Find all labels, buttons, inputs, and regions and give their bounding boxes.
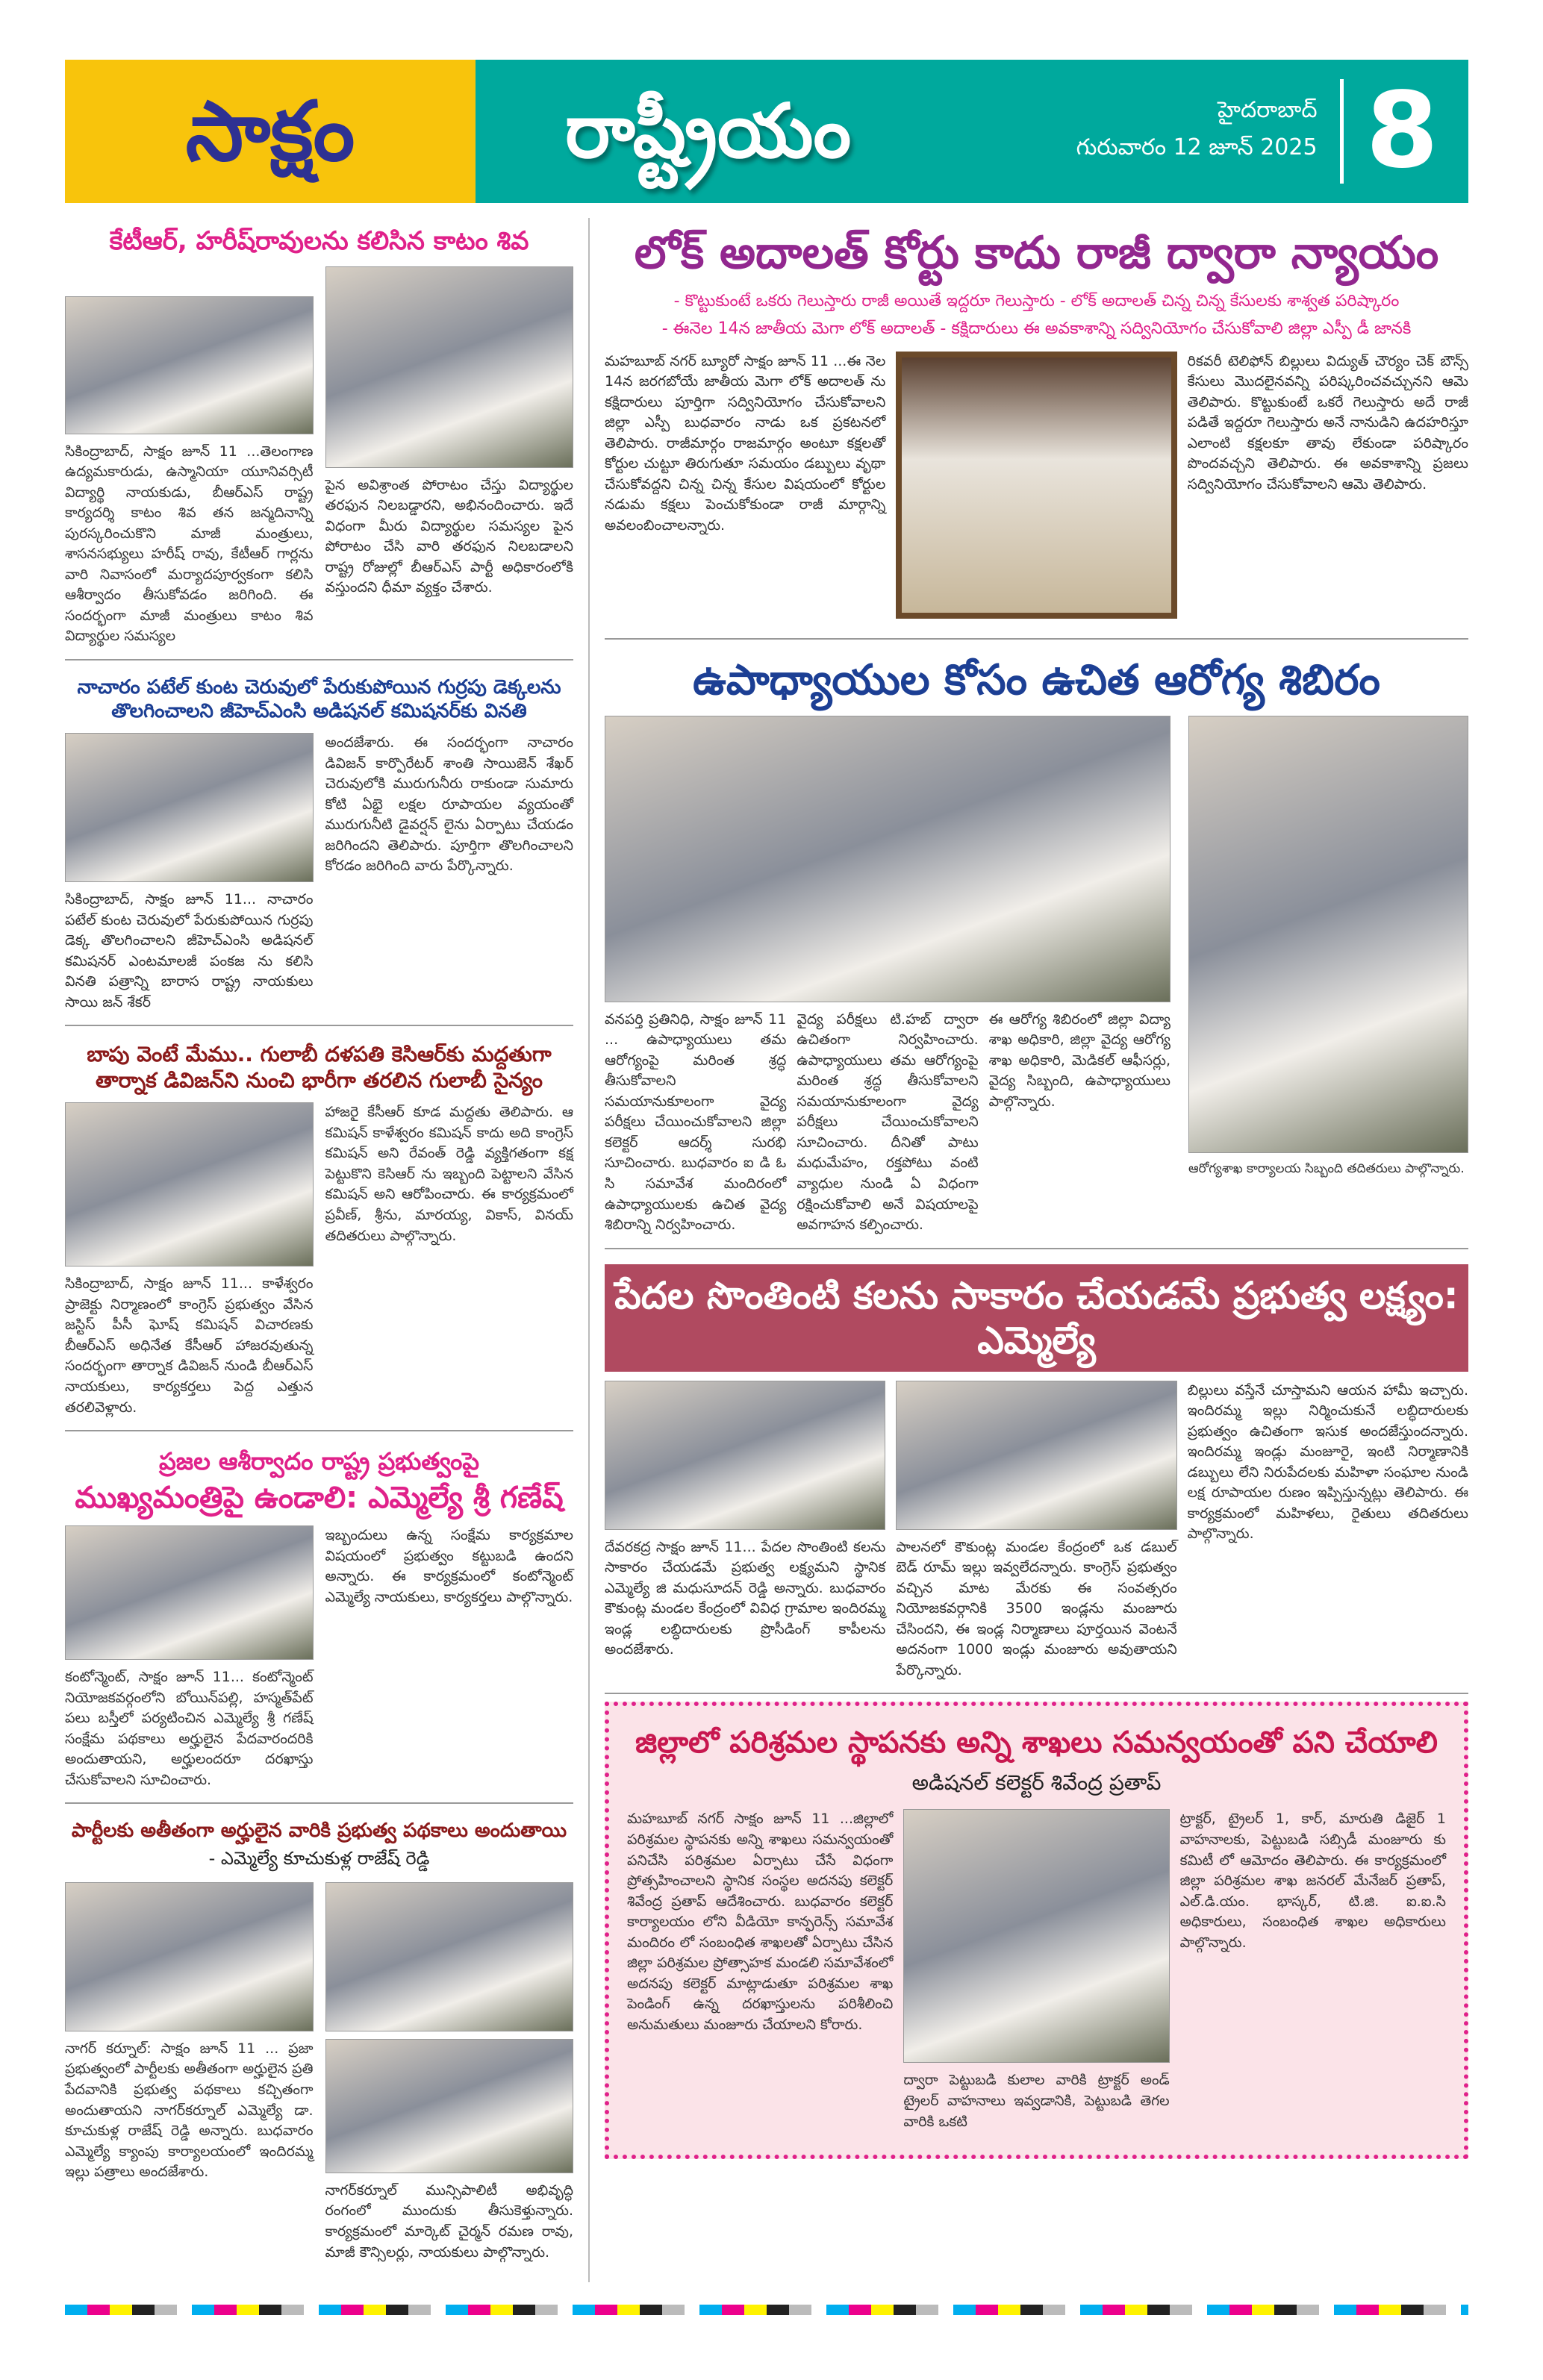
left-column [65, 218, 588, 2282]
news-photo [896, 1381, 1176, 1530]
sp-portrait-photo [896, 352, 1176, 619]
news-photo [903, 1809, 1169, 2063]
news-photo [65, 296, 314, 434]
masthead-banner [476, 60, 1468, 203]
section-title: రాష్ట్రీయం [565, 87, 852, 175]
story-body: మహబూబ్ నగర్ బ్యూరో సాక్షం జూన్ 11 ...ఈ నెల 14న జరగబోయే జాతీయ మెగా లోక్ అదాలత్ ను కక్షిదారులు పూర్తిగా సద్వినియోగం చేసుకోవాలని జిల్లా ఎస్పీ బుధవారం నాడు ఒక ప్రకటనలో తెలిపారు. రాజీమార్గం రాజమార్గం అంటూ కక్షలతో కోర్టుల చుట్టూ తిరుగుతూ సమయం డబ్బులు వృథా చేసుకోవద్దని చిన్న చిన్న కేసుల విషయంలో కోర్టుల నడుమ కక్షలు పెంచుకోకుండా రాజీ మార్గాన్ని అవలంబించాలన్నారు. [605, 352, 886, 534]
photo-caption: ఆరోగ్యశాఖ కార్యాలయ సిబ్బంది తదితరులు పాల్గొన్నారు. [1188, 1161, 1465, 1176]
logo-text: సాక్షం [185, 84, 355, 179]
story [65, 1811, 573, 2275]
story-body: కంటోన్మెంట్, సాక్షం జూన్ 11... కంటోన్మెంట్ నియోజకవర్గంలోని బోయిన్‌పల్లి, హస్మత్‌పేట్ పలు బస్తీలో పర్యటించిన ఎమ్మెల్యే శ్రీ గణేష్ సంక్షేమ పథకాలు అర్హులైన పేదవారందరికి అందుతాయని, అర్హులందరూ దరఖాస్తు చేసుకోవాలని సూచించారు. [65, 1669, 314, 1788]
page-number: 8 [1365, 70, 1438, 192]
story-body: రికవరీ టెలిఫోన్ బిల్లులు విద్యుత్ చౌర్యం చెక్ బౌన్స్ కేసులు మొదలైనవన్ని పరిష్కరించవచ్చునని ఆమె తెలిపారు. కొట్టుకుంటే ఒకరే గెలుస్తారు అదే రాజీ పడితే ఇద్దరూ గెలుస్తారు అనే నానుడిని ఉదహరిస్తూ ఎలాంటి కక్షలకూ తావు లేకుండా పరిష్కారం పొందవచ్చని తెలిపారు. ఈ అవకాశాన్ని ప్రజలు సద్వినియోగం చేసుకోవాలని ఆమె తెలిపారు. [1187, 352, 1468, 493]
boxed-story [605, 1702, 1468, 2159]
story-headline: పార్టీలకు అతీతంగా అర్హులైన వారికి ప్రభుత్వ పథకాలు అందుతాయి [71, 1820, 567, 1843]
story [605, 1257, 1468, 1695]
story [65, 1034, 573, 1431]
photo-caption: ద్వారా పెట్టుబడి కులాల వారికి ట్రాక్టర్ అండ్ ట్రైలర్ వాహనాలు ఇవ్వడానికి, పెట్టుబడి తెగల వారికి ఒకటి [903, 2072, 1170, 2130]
news-photo [605, 716, 1171, 1002]
story-body: ట్రాక్టర్, ట్రైలర్ 1, కార్, మారుతి డిజైర్ 1 వాహనాలకు, పెట్టుబడి సబ్సిడీ మంజూరు కు కమిటీ లో ఆమోదం తెలిపారు. ఈ కార్యక్రమంలో జిల్లా పరిశ్రమల శాఖ జనరల్ మేనేజర్ ప్రతాప్, ఎల్.డి.యం. భాస్కర్, టి.జి. ఐ.ఐ.సి అధికారులు, సంబంధిత శాఖల అధికారులు పాల్గొన్నారు. [1179, 1811, 1446, 1951]
story-body: నాగర్ కర్నూల్: సాక్షం జూన్ 11 ... ప్రజా ప్రభుత్వంలో పార్టీలకు అతీతంగా అర్హులైన ప్రతి పేదవానికి ప్రభుత్వ పథకాలు కచ్చితంగా అందుతాయని నాగర్‌కర్నూల్ ఎమ్మెల్యే డా. కూచుకుళ్ల రాజేష్ రెడ్డి అన్నారు. బుధవారం ఎమ్మెల్యే క్యాంపు కార్యాలయంలో ఇందిరమ్మ ఇల్లు పత్రాలు అందజేశారు. [65, 2040, 314, 2181]
news-photo [1188, 716, 1468, 1153]
story-body: సికింద్రాబాద్, సాక్షం జూన్ 11 ...తెలంగాణ ఉద్యమకారుడు, ఉస్మానియా యూనివర్సిటీ విద్యార్థి నాయకుడు, బీఆర్ఎస్ రాష్ట్ర కార్యదర్శి కాటం శివ తన జన్మదినాన్ని పురస్కరించుకొని మాజీ మంత్రులు, శాసనసభ్యులు హరీష్ రావు, కేటీఆర్ గార్లను వారి నివాసంలో మర్యాదపూర్వకంగా కలిసి ఆశీర్వాదం తీసుకోవడం జరిగింది. ఈ సందర్భంగా మాజీ మంత్రులు కాటం శివ విద్యార్థుల సమస్యల [65, 443, 314, 645]
lead-headline: లోక్ అదాలత్ కోర్టు కాదు రాజీ ద్వారా న్యాయం [634, 227, 1439, 279]
story-body: సికింద్రాబాద్, సాక్షం జూన్ 11... కాళేశ్వరం ప్రాజెక్టు నిర్మాణంలో కాంగ్రెస్ ప్రభుత్వం వేసిన జస్టిస్ పీసీ ఘోష్ కమిషన్ విచారణకు బీఆర్ఎస్ అధినేత కేసీఆర్ హాజరవుతున్న సందర్భంగా తార్నాక డివిజన్ నుండి బీఆర్ఎస్ నాయకులు, కార్యకర్తలు పెద్ద ఎత్తున తరలివెళ్లారు. [65, 1275, 314, 1416]
story-headline: జిల్లాలో పరిశ్రమల స్థాపనకు అన్ని శాఖలు సమన్వయంతో పని చేయాలి [635, 1725, 1438, 1761]
news-photo [65, 1882, 314, 2031]
story-headline: ఉపాధ్యాయుల కోసం ఉచిత ఆరోగ్య శిబిరం [693, 655, 1380, 705]
story-headline-banner: పేదల సొంతింటి కలను సాకారం చేయడమే ప్రభుత్వ లక్ష్యం: ఎమ్మెల్యే [605, 1264, 1468, 1372]
story [65, 1439, 573, 1804]
story-body: మహబూబ్ నగర్ సాక్షం జూన్ 11 ...జిల్లాలో పరిశ్రమల స్థాపనకు అన్ని శాఖలు సమన్వయంతో పనిచేసి పరిశ్రమల ఏర్పాటు చేసే విధంగా ప్రోత్సహించాలని స్థానిక సంస్థల అదనపు కలెక్టర్ శివేంద్ర ప్రతాప్ ఆదేశించారు. బుధవారం కలెక్టర్ కార్యాలయం లోని వీడియో కాన్ఫరెన్స్ సమావేశ మందిరం లో సంబంధిత శాఖలతో ఏర్పాటు చేసిన జిల్లా పరిశ్రమల ప్రోత్సాహక మండలి సమావేశంలో అదనపు కలెక్టర్ మాట్లాడుతూ పరిశ్రమల శాఖ పెండింగ్ ఉన్న దరఖాస్తులను పరిశీలించి అనుమతులు మంజూరు చేయాలని కోరారు. [627, 1811, 894, 2033]
story-body: దేవరకద్ర సాక్షం జూన్ 11... పేదల సొంతింటి కలను సాకారం చేయడమే ప్రభుత్వ లక్ష్యమని స్థానిక ఎమ్మెల్యే జి మధుసూదన్ రెడ్డి అన్నారు. బుధవారం కౌకుంట్ల మండల కేంద్రంలో వివిధ గ్రామాల ఇందిరమ్మ ఇండ్ల లబ్ధిదారులకు ప్రొసీడింగ్ కాపీలను అందజేశారు. [605, 1538, 886, 1658]
story-body: పాలనలో కౌకుంట్ల మండల కేంద్రంలో ఒక డబుల్ బెడ్ రూమ్ ఇల్లు ఇవ్వలేదన్నారు. కాంగ్రెస్ ప్రభుత్వం వచ్చిన మాట మేరకు ఈ సంవత్సరం నియోజకవర్గానికి 3500 ఇండ్లను మంజూరు చేసిందని, ఈ ఇండ్ల నిర్మాణాలు పూర్తయిన వెంటనే అదనంగా 1000 ఇండ్లు మంజూరు అవుతాయని పేర్కొన్నారు. [896, 1538, 1177, 1678]
story-body: పైన అవిశ్రాంత పోరాటం చేస్తు విద్యార్థుల తరఫున నిలబడ్డారని, అభినందించారు. ఇదే విధంగా మీరు విద్యార్థుల సమస్యల పైన పోరాటం చేసి వారి తరఫున నిలబడాలని రాష్ట్ర రోజుల్లో బీఆర్ఎస్ పార్టీ అధికారంలోకి వస్తుందని ధీమా వ్యక్తం చేశారు. [325, 476, 573, 596]
print-color-bar [65, 2305, 1468, 2315]
dateline [1076, 97, 1318, 166]
subheadline: - కొట్టుకుంటే ఒకరు గెలుస్తారు రాజీ అయితే ఇద్దరూ గెలుస్తారు - లోక్ అదాలత్ చిన్న చిన్న కేసులకు శాశ్వత పరిష్కారం [673, 292, 1400, 310]
news-photo [325, 266, 574, 468]
page-columns [65, 218, 1468, 2282]
story-body: వైద్య పరీక్షలు టి.హబ్ ద్వారా ఉచితంగా నిర్వహించారు. ఉపాధ్యాయులు తమ ఆరోగ్యంపై మరింత శ్రద్ధ తీసుకోవాలని సమయానుకూలంగా వైద్య పరీక్షలు చేయించుకోవాలని సూచించారు. దీనితో పాటు మధుమేహం, రక్తపోటు వంటి వ్యాధుల నుండి ఏ విధంగా రక్షించుకోవాలి అనే విషయాలపై అవగాహన కల్పించారు. [797, 1011, 979, 1234]
story-body: బిల్లులు వస్తేనే చూస్తామని ఆయన హామీ ఇచ్చారు. ఇందిరమ్మ ఇల్లు నిర్మించుకునే లబ్ధిదారులకు ప్రభుత్వం ఉచితంగా ఇసుక అందజేస్తుందన్నారు. ఇందిరమ్మ ఇండ్లు మంజూరై, ఇంటి నిర్మాణానికి డబ్బులు లేని నిరుపేదలకు మహిళా సంఘాల నుండి లక్ష రూపాయల రుణం ఇప్పిస్తున్నట్లు తెలిపారు. ఈ కార్యక్రమంలో మహిళలు, రైతులు తదితరులు పాల్గొన్నారు. [1187, 1381, 1468, 1543]
news-photo [65, 1102, 314, 1266]
news-photo [325, 1882, 574, 2031]
story-byline: - ఎమ్మెల్యే కూచుకుళ్ల రాజేష్ రెడ్డి [208, 1847, 430, 1869]
story-body: అందజేశారు. ఈ సందర్భంగా నాచారం డివిజన్ కార్పొరేటర్ శాంతి సాయిజెన్ శేఖర్ చెరువులోకి మురుగునీరు రాకుండా సుమారు కోటి ఏభై లక్షల రూపాయల వ్యయంతో మురుగునీటి డైవర్షన్ లైను ఏర్పాటు చేయడం జరిగిందని తెలిపారు. పూర్తిగా తొలగించాలని కోరడం జరిగింది వారు పేర్కొన్నారు. [325, 734, 573, 875]
subheadline: - ఈనెల 14న జాతీయ మెగా లోక్ అదాలత్ - కక్షిదారులు ఈ అవకాశాన్ని సద్వినియోగం చేసుకోవాలి జిల్లా ఎస్పీ డీ జానకి [661, 319, 1412, 338]
story-body: ఈ ఆరోగ్య శిబిరంలో జిల్లా విద్యా శాఖ అధికారి, జిల్లా వైద్య ఆరోగ్య శాఖ అధికారి, మెడికల్ ఆఫీసర్లు, వైద్య సిబ్బంది, ఉపాధ్యాయులు పాల్గొన్నారు. [988, 1011, 1171, 1110]
story-body: సికింద్రాబాద్, సాక్షం జూన్ 11... నాచారం పటేల్ కుంట చెరువులో పేరుకుపోయిన గుర్రపు డెక్క తొలగించాలని జీహెచ్ఎంసి అడిషనల్ కమిషనర్ ఎంటమాలజీ పంకజ ను కలిసి వినతి పత్రాన్ని బారాస రాష్ట్ర నాయకులు సాయి జన్ శేకర్ [65, 890, 314, 1011]
story [65, 668, 573, 1026]
lead-story [605, 218, 1468, 640]
story-body: నాగర్‌కర్నూల్ మున్సిపాలిటీ అభివృద్ధి రంగంలో ముందుకు తీసుకెళ్తున్నారు. కార్యక్రమంలో మార్కెట్ చైర్మన్ రమణ రావు, మాజీ కౌన్సిలర్లు, నాయకులు పాల్గొన్నారు. [325, 2181, 573, 2261]
story-body: వనపర్తి ప్రతినిధి, సాక్షం జూన్ 11 ... ఉపాధ్యాయులు తమ ఆరోగ్యంపై మరింత శ్రద్ధ తీసుకోవాలని సమయానుకూలంగా వైద్య పరీక్షలు చేయించుకోవాలని జిల్లా కలెక్టర్ ఆదర్శ్ సురభి సూచించారు. బుధవారం ఐ డి ఓ సి సమావేశ మందిరంలో ఉపాధ్యాయులకు ఉచిత వైద్య శిబిరాన్ని నిర్వహించారు. [605, 1011, 787, 1234]
divider [1340, 79, 1344, 184]
story [65, 218, 573, 660]
news-photo [325, 2039, 574, 2173]
news-photo [65, 1525, 314, 1660]
story-headline: కేటీఆర్, హరీష్‌రావులను కలిసిన కాటం శివ [109, 226, 529, 256]
story-headline: ముఖ్యమంత్రిపై ఉండాలి: ఎమ్మెల్యే శ్రీ గణేష్ [75, 1481, 564, 1516]
story-headline: ప్రజల ఆశీర్వాదం రాష్ట్ర ప్రభుత్వంపై [158, 1447, 480, 1476]
story [605, 647, 1468, 1249]
story-byline: అడిషనల్ కలెక్టర్ శివేంద్ర ప్రతాప్ [911, 1770, 1162, 1796]
story-body: హాజరై కేసీఆర్ కూడ మద్దతు తెలిపారు. ఆ కమిషన్ కాళేశ్వరం కమిషన్ కాదు అది కాంగ్రెస్ కమిషన్ అని రేవంత్ రెడ్డి వ్యక్తిగతంగా కక్ష పెట్టుకొని కెసిఆర్ ను ఇబ్బంది పెట్టాలని వేసిన కమిషన్ అని ఆరోపించారు. ఈ కార్యక్రమంలో ప్రవీణ్, శ్రీను, మారయ్య, వికాస్, వినయ్ తదితరులు పాల్గొన్నారు. [325, 1104, 573, 1244]
news-photo [65, 733, 314, 882]
story-headline: నాచారం పటేల్ కుంట చెరువులో పేరుకుపోయిన గుర్రపు డెక్కలను తొలగించాలని జీహెచ్ఎంసి అడిషనల్ కమిషనర్‌కు వినతి [77, 675, 561, 723]
story-headline: బాపు వెంటే మేము.. గులాబీ దళపతి కెసిఆర్‌కు మద్దతుగా తార్నాక డివిజన్‌ని నుంచి భారీగా తరలిన గులాబీ సైన్యం [87, 1042, 552, 1093]
masthead [65, 60, 1468, 203]
right-column [588, 218, 1468, 2282]
masthead-logo [65, 60, 476, 203]
story-body: ఇబ్బందులు ఉన్న సంక్షేమ కార్యక్రమాల విషయంలో ప్రభుత్వం కట్టుబడి ఉందని అన్నారు. ఈ కార్యక్రమంలో కంటోన్మెంట్ ఎమ్మెల్యే నాయకులు, కార్యకర్తలు పాల్గొన్నారు. [325, 1527, 573, 1605]
news-photo [605, 1381, 885, 1530]
dateline-city: హైదరాబాద్ [1217, 97, 1318, 123]
dateline-date: గురువారం 12 జూన్ 2025 [1076, 134, 1318, 160]
